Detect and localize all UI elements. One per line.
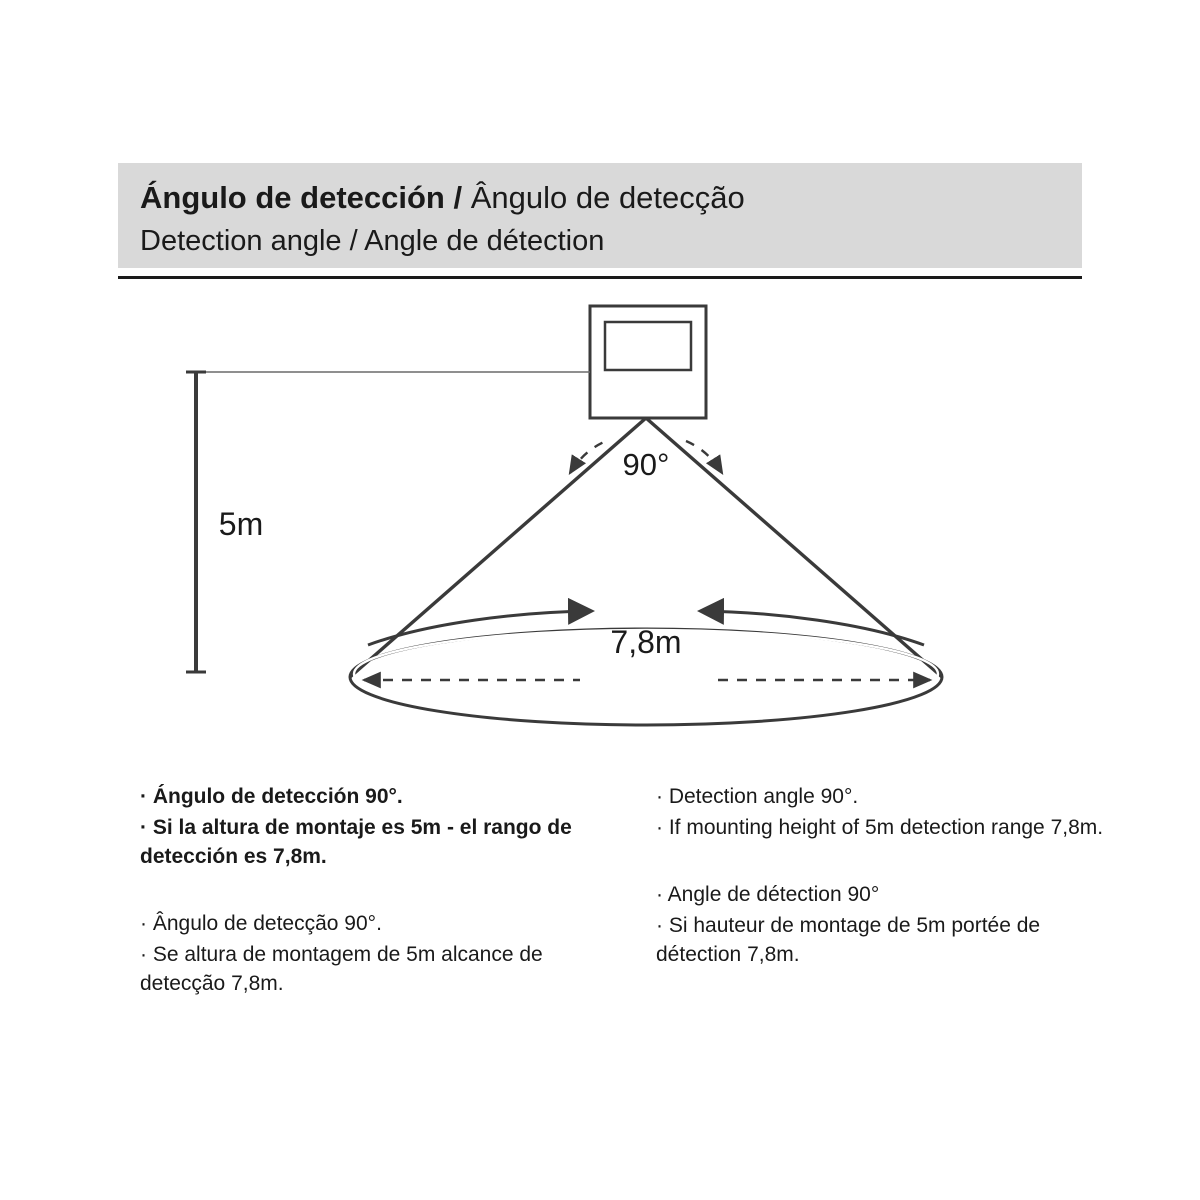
note-fr-2: · Si hauteur de montage de 5m portée de détection 7,8m. (656, 914, 1041, 966)
header-title-regular: Ângulo de detecção (462, 180, 745, 215)
notes-gap-left (140, 873, 604, 909)
header-divider (118, 276, 1082, 279)
notes-column-left (140, 782, 604, 1000)
height-label: 5m (218, 506, 264, 542)
note-pt-2: · Se altura de montagem de 5m alcance de detecção 7,8m. (140, 943, 543, 995)
sensor-device-icon (590, 306, 706, 418)
header-subtitle: Detection angle / Angle de détection (140, 225, 605, 257)
angle-label: 90° (622, 447, 670, 482)
header-text-block (140, 178, 1080, 260)
header-title-bold: Ángulo de detección / (140, 180, 463, 215)
range-label: 7,8m (610, 624, 682, 660)
notes-section (140, 782, 1120, 1000)
note-en-1: · Detection angle 90°. (656, 785, 859, 808)
note-es-1: · Ángulo de detección 90°. (140, 785, 403, 808)
detection-cone-diagram (118, 285, 1082, 765)
note-pt-1: · Ângulo de detecção 90°. (140, 912, 382, 935)
notes-gap-right (656, 844, 1120, 880)
notes-column-right (656, 782, 1120, 1000)
height-dimension (186, 372, 206, 672)
note-en-2: · If mounting height of 5m detection range 7,8m. (656, 816, 1104, 839)
note-fr-1: · Angle de détection 90° (656, 883, 880, 906)
header-title (140, 178, 1080, 218)
note-es-2: · Si la altura de montaje es 5m - el rango de detección es 7,8m. (140, 816, 572, 868)
